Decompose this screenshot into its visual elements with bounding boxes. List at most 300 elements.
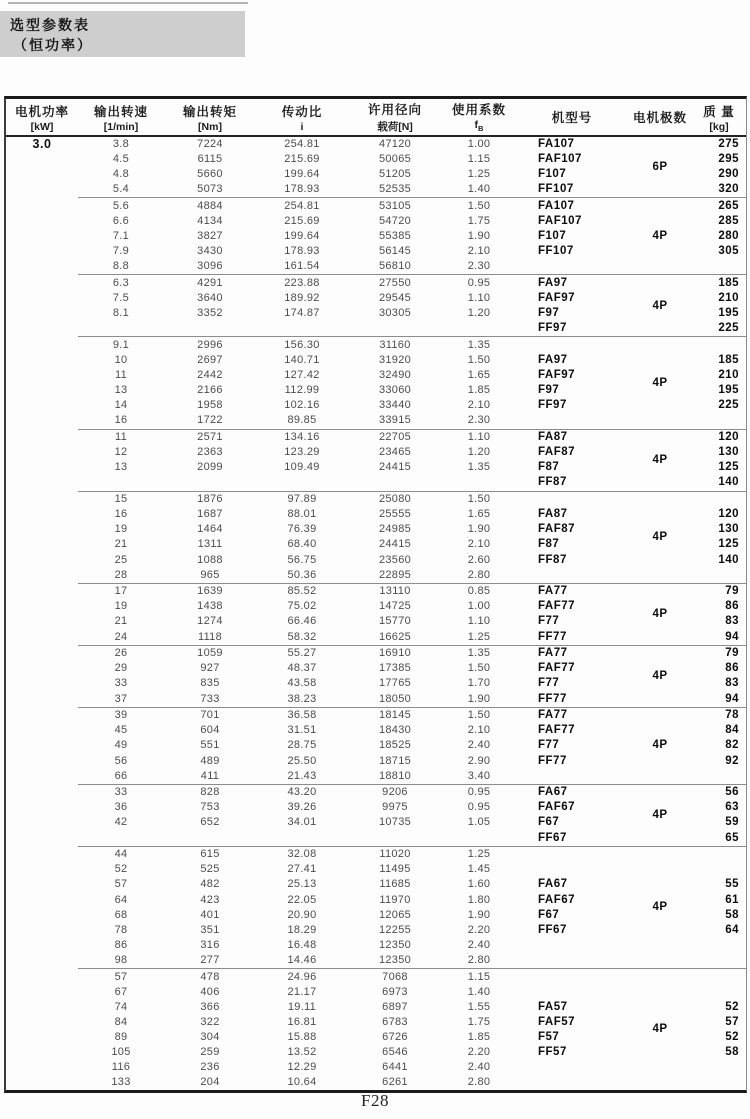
radial-load-value: 56810 [378,260,412,273]
model-code: F77 [538,615,560,628]
radial-load-value: 33060 [378,384,412,397]
radial-load-value: 22895 [378,568,412,581]
model-code: F107 [538,168,567,181]
output-speed-value: 89 [114,1030,128,1043]
mass-value: 84 [725,724,739,737]
parameter-group [6,847,746,968]
output-speed-value: 4.5 [112,153,130,166]
output-speed-value: 33 [114,786,128,799]
output-speed-value: 8.1 [112,307,130,320]
model-code: F97 [538,307,560,320]
output-torque-value: 2166 [197,384,223,397]
output-speed-value: 14 [114,399,128,412]
output-speed-value: 21 [114,538,128,551]
output-speed-value: 16 [114,508,128,521]
ratio-value: 156.30 [284,339,320,351]
model-code: F97 [538,384,560,397]
radial-load-value: 12350 [378,938,412,951]
service-factor-value: 2.10 [467,538,491,551]
ratio-value: 14.46 [287,953,317,966]
output-speed-value: 13 [114,384,128,397]
output-speed-value: 45 [114,724,128,737]
mass-value: 290 [718,168,739,181]
model-code: FF77 [538,692,567,705]
output-torque-value: 2442 [197,369,223,382]
mass-value: 52 [725,1030,739,1043]
service-factor-value: 1.35 [467,339,491,351]
output-torque-value: 366 [200,1000,220,1013]
output-speed-value: 105 [111,1046,131,1059]
output-speed-value: 36 [114,801,128,814]
output-torque-value: 6115 [197,153,223,166]
model-code: FF107 [538,245,574,258]
model-code: FA97 [538,277,568,290]
radial-load-value: 9206 [382,786,408,799]
ratio-value: 75.02 [287,600,317,613]
ratio-value: 34.01 [287,816,317,829]
ratio-value: 178.93 [284,183,320,196]
ratio-value: 56.75 [287,553,317,566]
output-torque-value: 259 [200,1046,220,1059]
mass-value: 140 [718,476,739,489]
output-speed-value: 7.1 [112,230,130,243]
radial-load-value: 24415 [378,538,412,551]
ratio-value: 68.40 [287,538,317,551]
mass-value: 195 [718,384,739,397]
output-speed-value: 49 [114,739,128,752]
service-factor-value: 0.95 [467,801,491,814]
service-factor-value: 2.30 [467,260,491,273]
header-model-label: 机型号 [551,111,593,125]
output-torque-value: 7224 [197,138,223,150]
output-speed-value: 11 [114,431,128,444]
page-title [0,11,245,57]
ratio-value: 15.88 [287,1030,317,1043]
radial-load-value: 11495 [379,863,411,876]
mass-value: 94 [725,692,739,705]
radial-load-value: 7068 [382,970,408,983]
ratio-value: 24.96 [287,970,317,983]
ratio-value: 161.54 [284,260,320,273]
output-speed-value: 11 [114,369,128,382]
mass-value: 120 [718,431,739,444]
model-code: FF97 [538,399,567,412]
mass-value: 78 [725,709,739,722]
output-torque-value: 5073 [197,183,223,196]
pole-count-value: 4P [652,901,668,914]
output-torque-value: 351 [200,923,220,936]
radial-load-value: 17765 [378,677,412,690]
service-factor-value: 2.60 [467,553,491,566]
output-torque-value: 4134 [197,215,223,228]
service-factor-value: 1.65 [467,369,491,382]
service-factor-value: 1.80 [467,893,491,906]
output-torque-value: 406 [200,985,220,998]
service-factor-value: 1.15 [467,153,491,166]
model-code: FA87 [538,431,568,444]
service-factor-value: 0.95 [467,786,491,799]
mass-value: 195 [718,307,739,320]
ratio-value: 66.46 [287,615,317,628]
output-speed-value: 5.6 [112,199,130,212]
model-code: FF87 [538,553,567,566]
output-torque-value: 5660 [197,168,223,181]
service-factor-value: 1.75 [467,1015,491,1028]
mass-value: 79 [725,585,739,598]
service-factor-value: 1.50 [467,354,491,367]
mass-value: 83 [725,677,739,690]
model-code: FAF57 [538,1015,576,1028]
service-factor-value: 1.85 [467,1030,491,1043]
mass-value: 210 [718,369,739,382]
radial-load-value: 18810 [378,769,412,782]
output-speed-value: 86 [114,938,128,951]
output-torque-value: 1059 [197,647,223,660]
output-torque-value: 652 [200,816,220,829]
ratio-value: 50.36 [287,568,317,581]
model-code: FA57 [538,1000,568,1013]
model-code: FAF67 [538,893,576,906]
service-factor-value: 2.10 [467,724,491,737]
radial-load-value: 6897 [382,1000,408,1013]
output-speed-value: 133 [111,1076,131,1089]
table-header [6,99,746,137]
radial-load-value: 11970 [379,893,411,906]
ratio-value: 102.16 [284,399,320,412]
service-factor-value: 2.30 [467,414,491,427]
output-torque-value: 411 [200,769,220,782]
output-speed-value: 12 [114,446,128,459]
output-torque-value: 489 [200,754,220,767]
output-speed-value: 6.3 [112,277,130,290]
radial-load-value: 33915 [378,414,412,427]
output-torque-value: 1311 [197,538,223,551]
parameter-group [6,584,746,644]
pole-count-value: 4P [652,808,668,821]
model-code: FF97 [538,322,567,335]
pole-count-value: 4P [652,739,668,752]
service-factor-value: 1.60 [467,878,491,891]
mass-value: 140 [718,553,739,566]
service-factor-value: 1.10 [467,431,491,444]
radial-load-value: 16910 [378,647,412,660]
parameter-group [6,785,746,845]
ratio-value: 199.64 [284,230,320,243]
radial-load-value: 12255 [378,923,412,936]
page-title-line2: （恒功率） [13,37,93,53]
ratio-value: 215.69 [284,153,320,166]
model-code: FAF107 [538,153,582,166]
ratio-value: 12.29 [287,1061,317,1074]
service-factor-value: 1.70 [467,677,491,690]
parameter-group [6,276,746,336]
mass-value: 57 [725,1015,739,1028]
output-speed-value: 15 [114,493,128,506]
output-speed-value: 7.5 [112,292,130,305]
output-torque-value: 615 [200,848,220,861]
service-factor-value: 1.55 [467,1000,491,1013]
output-torque-value: 701 [200,709,220,722]
header-ratio [256,102,348,133]
mass-value: 305 [718,245,739,258]
ratio-value: 127.42 [284,369,320,382]
output-speed-value: 74 [114,1000,128,1013]
header-mass [692,102,746,133]
output-speed-value: 68 [114,908,128,921]
radial-load-value: 11020 [379,848,411,861]
service-factor-value: 2.20 [467,923,491,936]
radial-load-value: 23560 [378,553,412,566]
ratio-value: 43.58 [287,677,317,690]
ratio-value: 31.51 [287,724,317,737]
output-torque-value: 2697 [197,354,223,367]
radial-load-value: 6726 [382,1030,408,1043]
ratio-value: 254.81 [284,138,320,150]
mass-value: 58 [725,908,739,921]
output-speed-value: 19 [114,600,128,613]
model-code: FAF87 [538,523,576,536]
radial-load-value: 18430 [378,724,412,737]
model-code: F67 [538,816,560,829]
model-code: FA107 [538,199,575,212]
output-speed-value: 8.8 [112,260,130,273]
output-torque-value: 828 [200,786,220,799]
parameter-group [6,430,746,490]
service-factor-value: 2.80 [467,1076,491,1089]
radial-load-value: 51205 [378,168,412,181]
output-torque-value: 1722 [197,414,223,427]
header-mass-unit: [kg] [709,120,729,133]
model-code: F87 [538,538,560,551]
output-torque-value: 965 [200,568,220,581]
mass-value: 125 [718,538,739,551]
output-speed-value: 25 [114,553,128,566]
radial-load-value: 29545 [378,292,412,305]
output-torque-value: 401 [200,908,220,921]
radial-load-value: 27550 [378,277,412,290]
output-torque-value: 1274 [197,615,223,628]
ratio-value: 112.99 [284,384,320,397]
service-factor-value: 1.15 [467,970,491,983]
page-title-line1: 选型参数表 [10,17,90,33]
model-code: FA107 [538,138,575,150]
radial-load-value: 22705 [378,431,412,444]
service-factor-value: 1.50 [467,662,491,675]
header-poles-label: 电机极数 [632,111,687,125]
ratio-value: 28.75 [287,739,317,752]
output-speed-value: 13 [114,461,128,474]
output-speed-value: 7.9 [112,245,130,258]
service-factor-value: 2.10 [467,399,491,412]
header-model [516,108,628,126]
output-torque-value: 927 [200,662,220,675]
radial-load-value: 53105 [378,199,412,212]
output-speed-value: 6.6 [112,215,130,228]
mass-value: 185 [718,354,739,367]
ratio-value: 123.29 [284,446,320,459]
header-ratio-symbol: i [300,120,304,133]
service-factor-subscript: B [478,124,484,134]
header-output-torque [164,102,256,133]
service-factor-value: 1.20 [467,446,491,459]
ratio-value: 58.32 [287,630,317,643]
model-code: FA67 [538,786,568,799]
service-factor-value: 3.40 [467,769,491,782]
output-torque-value: 3640 [197,292,223,305]
output-speed-value: 57 [114,878,128,891]
radial-load-value: 15770 [378,615,412,628]
output-speed-value: 29 [114,662,128,675]
output-torque-value: 478 [200,970,220,983]
radial-load-value: 12350 [378,953,412,966]
ratio-value: 39.26 [287,801,317,814]
output-torque-value: 525 [200,863,220,876]
radial-load-value: 50065 [378,153,412,166]
mass-value: 265 [718,199,739,212]
pole-count-value: 4P [652,669,668,682]
output-torque-value: 1687 [197,508,223,521]
radial-load-value: 6546 [382,1046,408,1059]
ratio-value: 27.41 [287,863,317,876]
model-code: F87 [538,461,560,474]
mass-value: 65 [725,831,739,844]
ratio-value: 140.71 [284,354,320,367]
header-output-torque-label: 输出转矩 [182,104,237,119]
radial-load-value: 6973 [382,985,408,998]
service-factor-value: 1.25 [467,848,491,861]
model-code: FF107 [538,183,574,196]
output-torque-value: 604 [200,724,220,737]
service-factor-value: 0.85 [467,585,491,598]
service-factor-value: 1.90 [467,523,491,536]
ratio-value: 21.17 [287,985,317,998]
service-factor-value: 2.40 [467,1061,491,1074]
output-speed-value: 84 [114,1015,128,1028]
output-speed-value: 66 [114,769,128,782]
ratio-value: 97.89 [287,493,317,506]
mass-value: 130 [718,446,739,459]
ratio-value: 55.27 [287,647,317,660]
model-code: FAF87 [538,446,576,459]
ratio-value: 43.20 [287,786,317,799]
radial-load-value: 6441 [382,1061,408,1074]
ratio-value: 174.87 [284,307,320,320]
model-code: FAF77 [538,662,576,675]
radial-load-value: 23465 [378,446,412,459]
model-code: FA77 [538,709,568,722]
mass-value: 64 [725,923,739,936]
output-torque-value: 1639 [197,585,223,598]
parameter-group [6,199,746,274]
output-speed-value: 57 [114,970,128,983]
service-factor-value: 1.05 [467,816,491,829]
service-factor-value: 1.75 [467,215,491,228]
pole-count-value: 4P [652,453,668,466]
ratio-value: 223.88 [284,277,320,290]
ratio-value: 215.69 [284,215,320,228]
radial-load-value: 11685 [379,878,411,891]
output-torque-value: 835 [200,677,220,690]
table-body [6,137,746,1090]
ratio-value: 48.37 [287,662,317,675]
mass-value: 225 [718,322,739,335]
radial-load-value: 14725 [378,600,412,613]
header-output-speed-unit: [1/min] [103,120,139,133]
model-code: FAF107 [538,215,582,228]
mass-value: 61 [725,893,739,906]
header-service-factor-symbol [442,119,516,133]
output-speed-value: 10 [114,354,128,367]
service-factor-value: 1.90 [467,692,491,705]
radial-load-value: 52535 [378,183,412,196]
output-torque-value: 204 [200,1076,220,1089]
service-factor-value: 2.10 [467,245,491,258]
output-torque-value: 277 [200,953,220,966]
ratio-value: 20.90 [287,908,317,921]
pole-count-value: 4P [652,376,668,389]
pole-count-value: 4P [652,299,668,312]
pole-count-value: 4P [652,230,668,243]
service-factor-value: 0.95 [467,277,491,290]
ratio-value: 19.11 [287,1000,317,1013]
output-speed-value: 19 [114,523,128,536]
output-torque-value: 1118 [197,630,223,643]
mass-value: 63 [725,801,739,814]
ratio-value: 89.85 [287,414,317,427]
mass-value: 285 [718,215,739,228]
mass-value: 130 [718,523,739,536]
output-speed-value: 64 [114,893,128,906]
radial-load-value: 9975 [382,801,408,814]
ratio-value: 18.29 [287,923,317,936]
header-service-factor [442,100,516,133]
output-speed-value: 24 [114,630,128,643]
header-output-speed-label: 输出转速 [93,104,148,119]
mass-value: 59 [725,816,739,829]
mass-value: 86 [725,600,739,613]
output-torque-value: 423 [200,893,220,906]
output-torque-value: 4291 [197,277,223,290]
service-factor-value: 2.20 [467,1046,491,1059]
output-speed-value: 9.1 [112,339,130,351]
mass-value: 320 [718,183,739,196]
radial-load-value: 54720 [378,215,412,228]
ratio-value: 25.13 [287,878,317,891]
service-factor-value: 1.40 [467,985,491,998]
output-torque-value: 3827 [197,230,223,243]
service-factor-value: 2.80 [467,953,491,966]
output-torque-value: 2996 [197,339,223,351]
header-radial-load-label: 许用径向 [367,103,422,117]
output-torque-value: 482 [200,878,220,891]
model-code: FAF67 [538,801,576,814]
output-speed-value: 28 [114,568,128,581]
radial-load-value: 10735 [378,816,412,829]
service-factor-value: 1.10 [467,615,491,628]
output-torque-value: 4884 [197,199,223,212]
ratio-value: 25.50 [287,754,317,767]
ratio-value: 134.16 [284,431,320,444]
mass-value: 210 [718,292,739,305]
top-rule [8,2,248,4]
radial-load-value: 55385 [378,230,412,243]
model-code: F107 [538,230,567,243]
output-speed-value: 17 [114,585,128,598]
model-code: FA67 [538,878,568,891]
service-factor-value: 1.40 [467,183,491,196]
ratio-value: 254.81 [284,199,320,212]
service-factor-value: 1.90 [467,230,491,243]
